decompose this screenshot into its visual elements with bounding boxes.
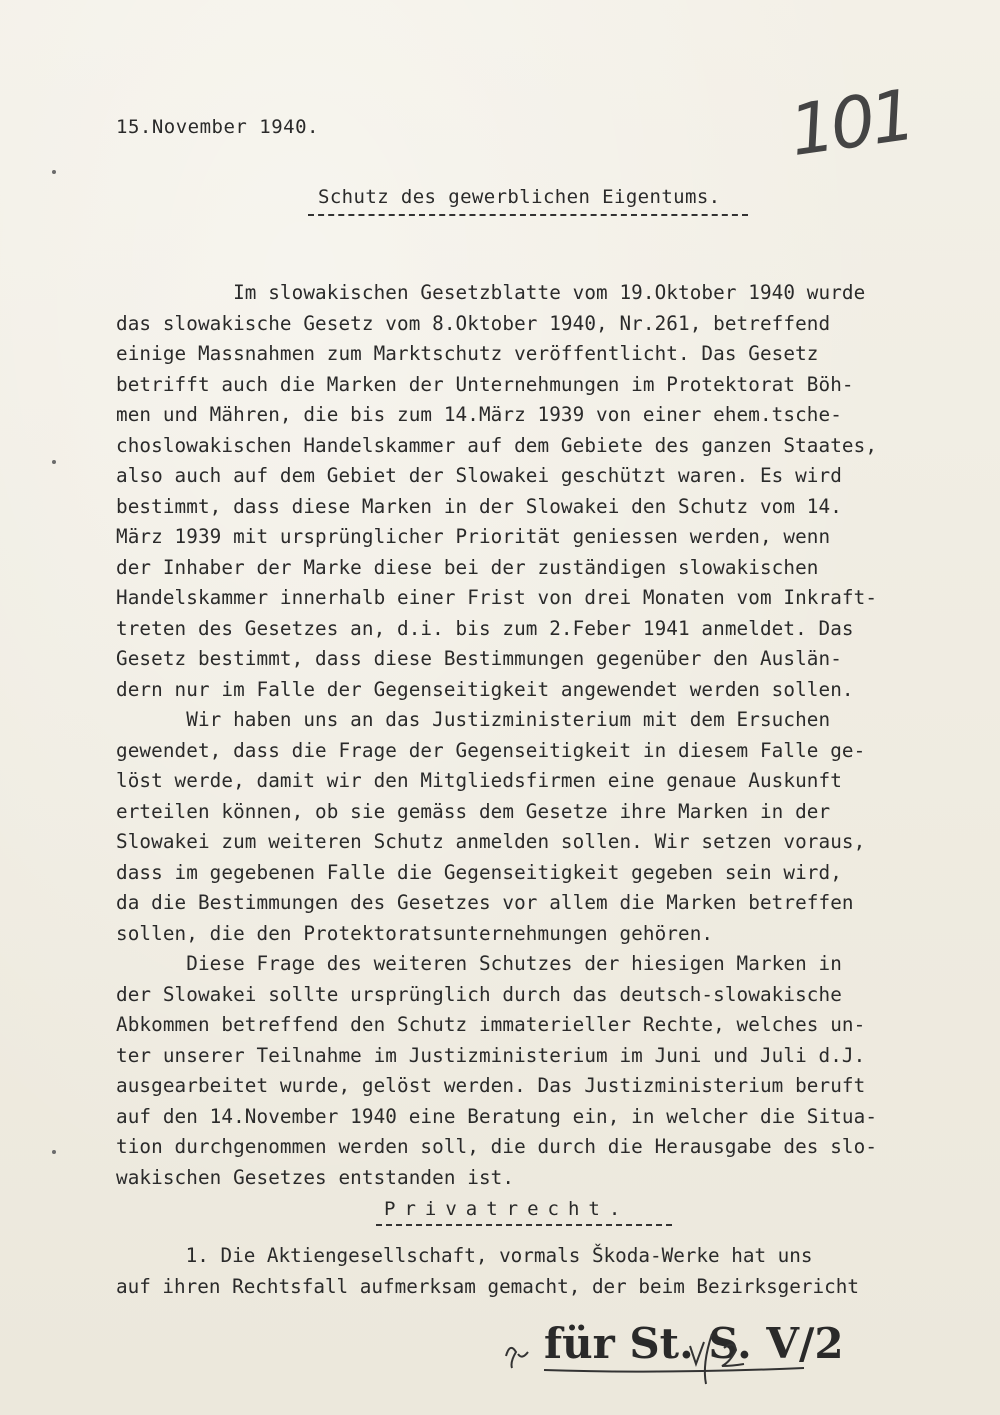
text-line: das slowakische Gesetz vom 8.Oktober 1940, Nr.261, betreffend xyxy=(116,311,831,335)
text-line: Abkommen betreffend den Schutz immaterieller Rechte, welches un- xyxy=(116,1013,866,1036)
text-line: März 1939 mit ursprünglicher Priorität geniessen werden, wenn xyxy=(116,525,831,548)
text-line: auf ihren Rechtsfall aufmerksam gemacht, der beim Bezirksgericht xyxy=(116,1274,859,1298)
text-line: da die Bestimmungen des Gesetzes vor allem die Marken betreffen xyxy=(116,891,854,914)
text-line: Diese Frage des weiteren Schutzes der hiesigen Marken in xyxy=(116,952,842,975)
text-line: der Inhaber der Marke diese bei der zuständigen slowakischen xyxy=(116,555,819,579)
text-line: choslowakischen Handelskammer auf dem Gebiete des ganzen Staates, xyxy=(116,433,878,457)
text-line: Gesetz bestimmt, dass diese Bestimmungen gegenüber den Auslän- xyxy=(116,647,842,670)
text-line: ter unserer Teilnahme im Justizministerium im Juni und Juli d.J. xyxy=(116,1043,866,1067)
punch-mark xyxy=(52,1150,56,1154)
text-line: ausgearbeitet wurde, gelöst werden. Das Justizministerium beruft xyxy=(116,1074,866,1097)
heading-underline xyxy=(376,1224,672,1226)
text-line: dass im gegebenen Falle die Gegenseitigkeit gegeben sein wird, xyxy=(116,860,842,884)
text-line: Handelskammer innerhalb einer Frist von drei Monaten vom Inkraft- xyxy=(116,586,878,609)
body-text-section-2 xyxy=(116,1240,928,1301)
text-line: also auch auf dem Gebiet der Slowakei geschützt waren. Es wird xyxy=(116,464,842,487)
text-line: tion durchgenommen werden soll, die durch die Herausgabe des slo- xyxy=(116,1135,878,1158)
text-line: Im slowakischen Gesetzblatte vom 19.Oktober 1940 wurde xyxy=(116,281,866,304)
text-line: betrifft auch die Marken der Unternehmungen im Protektorat Böh- xyxy=(116,372,854,396)
section-heading-private-law: Privatrecht. xyxy=(384,1198,630,1220)
text-line: der Slowakei sollte ursprünglich durch das deutsch-slowakische xyxy=(116,982,842,1006)
handwritten-signature xyxy=(500,1310,844,1390)
heading-underline xyxy=(308,214,748,216)
text-line: gewendet, dass die Frage der Gegenseitigkeit in diesem Falle ge- xyxy=(116,738,866,762)
text-line: löst werde, damit wir den Mitgliedsfirmen eine genaue Auskunft xyxy=(116,769,842,792)
text-line: wakischen Gesetzes entstanden ist. xyxy=(116,1165,515,1189)
text-line: Slowakei zum weiteren Schutz anmelden sollen. Wir setzen voraus, xyxy=(116,830,866,853)
text-line: men und Mähren, die bis zum 14.März 1939 von einer ehem.tsche- xyxy=(116,403,842,426)
text-line: Wir haben uns an das Justizministerium mit dem Ersuchen xyxy=(116,708,831,731)
punch-mark xyxy=(52,170,56,174)
document-date: 15.November 1940. xyxy=(116,116,319,138)
text-line: sollen, die den Protektoratsunternehmungen gehören. xyxy=(116,921,714,945)
text-line: erteilen können, ob sie gemäss dem Gesetze ihre Marken in der xyxy=(116,799,831,823)
text-line: bestimmt, dass diese Marken in der Slowakei den Schutz vom 14. xyxy=(116,494,842,518)
text-line: 1. Die Aktiengesellschaft, vormals Škoda-Werke hat uns xyxy=(116,1244,813,1267)
punch-mark xyxy=(52,460,56,464)
text-line: dern nur im Falle der Gegenseitigkeit angewendet werden sollen. xyxy=(116,677,854,701)
body-text-section-1 xyxy=(116,278,928,1193)
signature-text: für St. S. V/2 xyxy=(544,1319,844,1368)
text-line: treten des Gesetzes an, d.i. bis zum 2.Feber 1941 anmeldet. Das xyxy=(116,616,854,640)
handwritten-page-number: 101 xyxy=(784,73,917,173)
text-line: einige Massnahmen zum Marktschutz veröffentlicht. Das Gesetz xyxy=(116,342,819,365)
section-heading-trademark-protection: Schutz des gewerblichen Eigentums. xyxy=(318,186,721,208)
text-line: auf den 14.November 1940 eine Beratung ein, in welcher die Situa- xyxy=(116,1104,878,1128)
